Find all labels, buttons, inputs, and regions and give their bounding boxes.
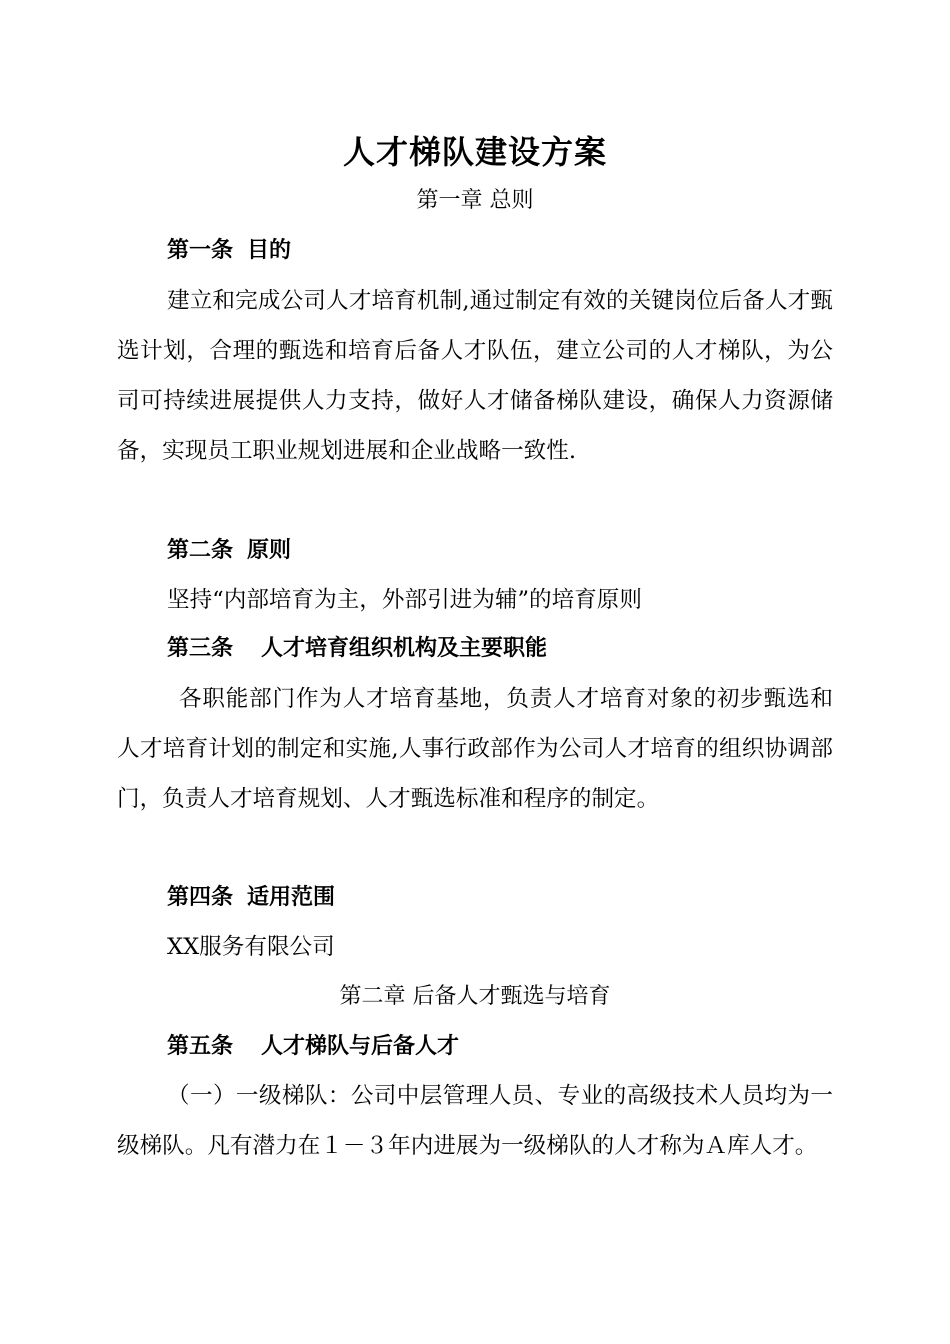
- article-3-paragraph: 各职能部门作为人才培育基地，负责人才培育对象的初步甄选和人才培育计划的制定和实施,人事行政部作为公司人才培育的组织协调部门，负责人才培育规划、人才甄选标准和程序的制定。: [117, 686, 833, 812]
- document-title: 人才梯队建设方案: [342, 133, 607, 171]
- article-heading-3: [167, 634, 547, 664]
- article-heading-4: [167, 883, 335, 913]
- article-name: 人才培育组织机构及主要职能: [261, 636, 548, 661]
- article-number: 第四条: [167, 885, 234, 910]
- article-name: 人才梯队与后备人才: [261, 1034, 460, 1059]
- article-number: 第一条: [167, 238, 234, 263]
- article-heading-2: [167, 536, 291, 566]
- article-number: 第二条: [167, 538, 234, 563]
- article-name: 原则: [247, 538, 292, 563]
- article-1-paragraph: 建立和完成公司人才培育机制,通过制定有效的关键岗位后备人才甄选计划，合理的甄选和培育后备人才队伍，建立公司的人才梯队，为公司可持续进展提供人力支持，做好人才储备梯队建设，确保人力资源储备，实现员工职业规划进展和企业战略一致性.: [117, 288, 833, 464]
- article-name: 目的: [247, 238, 292, 263]
- article-number: 第三条: [167, 636, 234, 661]
- article-heading-1: [167, 236, 291, 266]
- chapter-heading-1: 第一章 总则: [416, 188, 534, 213]
- chapter-heading-2: 第二章 后备人才甄选与培育: [339, 984, 611, 1009]
- article-number: 第五条: [167, 1034, 234, 1059]
- article-2-text: 坚持“内部培育为主，外部引进为辅”的培育原则: [167, 587, 642, 613]
- article-5-paragraph: （一）一级梯队：公司中层管理人员、专业的高级技术人员均为一级梯队。凡有潜力在１－３年内进展为一级梯队的人才称为Ａ库人才。: [117, 1083, 833, 1159]
- article-heading-5: [167, 1032, 459, 1062]
- article-name: 适用范围: [247, 885, 336, 910]
- article-4-text: XX服务有限公司: [167, 934, 335, 960]
